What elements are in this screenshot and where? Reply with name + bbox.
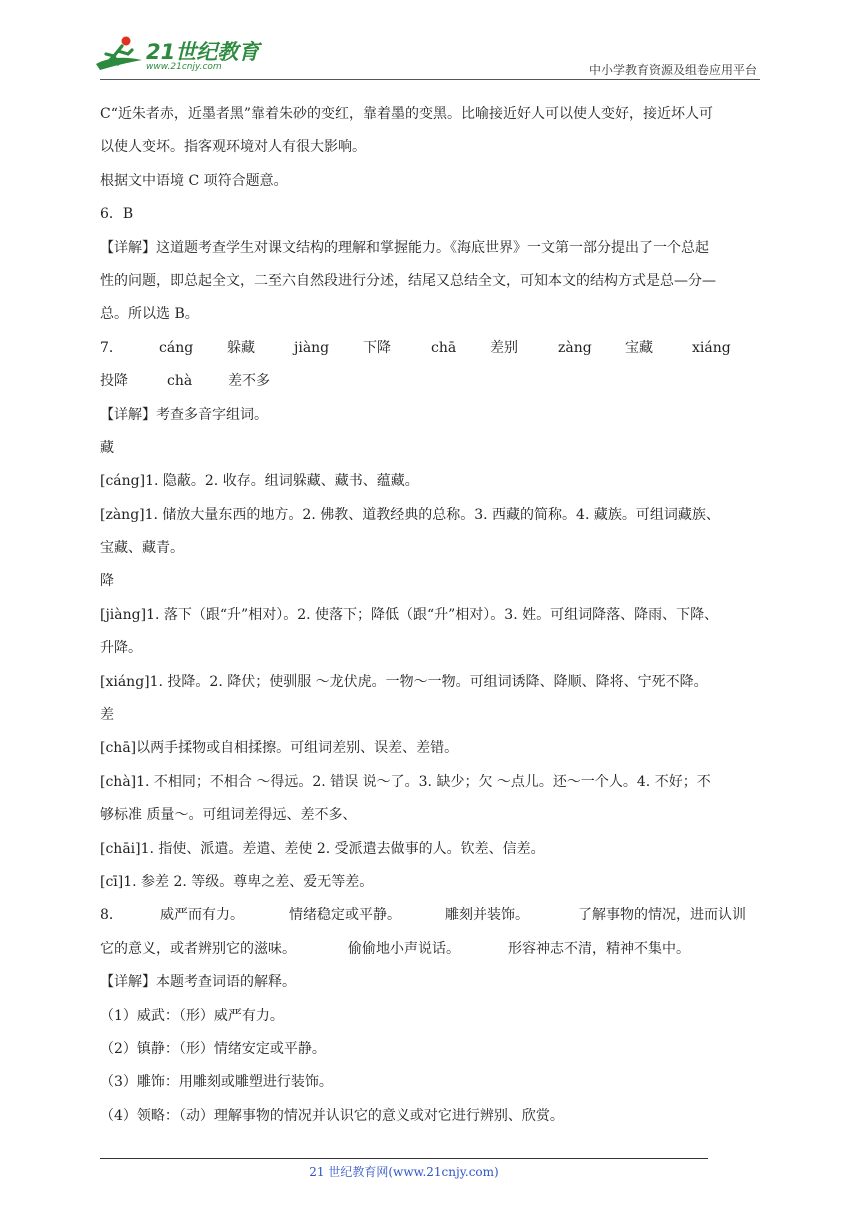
text-line: （3）雕饰：用雕刻或雕塑进行装饰。 bbox=[100, 1074, 333, 1091]
word: 差不多 bbox=[228, 373, 270, 390]
character-heading: 藏 bbox=[100, 439, 114, 456]
answer-item: 雕刻并装饰。 bbox=[445, 907, 529, 924]
text-line: 根据文中语境 C 项符合题意。 bbox=[100, 172, 288, 189]
document-body bbox=[100, 98, 760, 1133]
text-line: 总。所以选 B。 bbox=[100, 306, 199, 323]
text-line: （1）威武：（形）威严有力。 bbox=[100, 1007, 284, 1024]
question-8-answers bbox=[100, 899, 760, 932]
text-line: 升降。 bbox=[100, 640, 142, 657]
word: 投降 bbox=[100, 373, 128, 390]
pinyin: chā bbox=[431, 339, 457, 356]
text-line: 性的问题，即总起全文，二至六自然段进行分述，结尾又总结全文，可知本文的结构方式是总—分— bbox=[100, 272, 716, 289]
logo bbox=[92, 34, 262, 78]
footer-link[interactable]: 21 世纪教育网(www.21cnjy.com) bbox=[309, 1165, 499, 1179]
pinyin: jiàng bbox=[294, 339, 330, 356]
pinyin: zàng bbox=[558, 339, 592, 356]
pinyin: cáng bbox=[159, 339, 194, 356]
text-line: 够标准 质量～。可组词差得远、差不多、 bbox=[100, 807, 357, 824]
text-line: [jiàng]1. 落下（跟“升”相对）。2. 使落下；降低（跟“升”相对）。3. 姓。可组词降落、降雨、下降、 bbox=[100, 606, 719, 623]
footer-divider bbox=[100, 1158, 708, 1159]
text-line: [chā]以两手揉物或自相揉擦。可组词差别、误差、差错。 bbox=[100, 740, 459, 757]
question-number: 8． bbox=[100, 907, 123, 924]
character-heading: 降 bbox=[100, 573, 114, 590]
word: 差别 bbox=[490, 339, 518, 356]
answer-item: 偷偷地小声说话。 bbox=[348, 940, 460, 957]
question-8-answers-cont bbox=[100, 933, 760, 966]
text-line: [chà]1. 不相同；不相合 ～得远。2. 错误 说～了。3. 缺少；欠 ～点儿。还～一个人。4. 不好；不 bbox=[100, 773, 711, 790]
answer-number: 6．B bbox=[100, 206, 134, 223]
question-7-answers-cont bbox=[100, 365, 760, 398]
logo-url: www.21cnjy.com bbox=[146, 62, 222, 72]
question-number: 7． bbox=[100, 339, 123, 356]
answer-item: 它的意义，或者辨别它的滋味。 bbox=[100, 940, 296, 957]
answer-item: 情绪稳定或平静。 bbox=[289, 907, 401, 924]
text-line: 宝藏、藏青。 bbox=[100, 540, 184, 557]
word: 宝藏 bbox=[625, 339, 653, 356]
text-line: 以使人变坏。指客观环境对人有很大影响。 bbox=[100, 139, 366, 156]
platform-label: 中小学教育资源及组卷应用平台 bbox=[588, 63, 757, 77]
logo-title: 21世纪教育 bbox=[146, 40, 260, 64]
text-line: [chāi]1. 指使、派遣。差遣、差使 2. 受派遣去做事的人。钦差、信差。 bbox=[100, 840, 545, 857]
text-line: 【详解】考查多音字组词。 bbox=[100, 406, 268, 423]
text-line: [cī]1. 参差 2. 等级。尊卑之差、爱无等差。 bbox=[100, 873, 374, 890]
answer-item: 了解事物的情况，进而认训 bbox=[578, 907, 746, 924]
running-man-icon bbox=[92, 34, 148, 78]
page-header bbox=[0, 0, 860, 90]
answer-item: 形容神志不清，精神不集中。 bbox=[508, 940, 690, 957]
header-divider bbox=[100, 79, 760, 80]
text-line: [zàng]1. 储放大量东西的地方。2. 佛教、道教经典的总称。3. 西藏的简称。4. 藏族。可组词藏族、 bbox=[100, 506, 720, 523]
word: 下降 bbox=[363, 339, 391, 356]
pinyin: chà bbox=[167, 373, 193, 390]
text-line: 【详解】这道题考查学生对课文结构的理解和掌握能力。《海底世界》一文第一部分提出了一个总起 bbox=[100, 239, 709, 256]
text-line: （4）领略：（动）理解事物的情况并认识它的意义或对它进行辨别、欣赏。 bbox=[100, 1107, 564, 1124]
question-7-answers bbox=[100, 332, 760, 365]
pinyin: xiáng bbox=[692, 339, 731, 356]
word: 躲藏 bbox=[227, 339, 255, 356]
text-line: [xiáng]1. 投降。2. 降伏；使驯服 ～龙伏虎。一物～一物。可组词诱降、降顺、降将、宁死不降。 bbox=[100, 673, 708, 690]
text-line: （2）镇静：（形）情绪安定或平静。 bbox=[100, 1040, 326, 1057]
text-line: 【详解】本题考查词语的解释。 bbox=[100, 974, 296, 991]
answer-item: 威严而有力。 bbox=[160, 907, 244, 924]
text-line: C“近朱者赤，近墨者黑”靠着朱砂的变红，靠着墨的变黑。比喻接近好人可以使人变好，接近坏人可 bbox=[100, 106, 714, 122]
text-line: [cáng]1. 隐蔽。2. 收存。组词躲藏、藏书、蕴藏。 bbox=[100, 473, 419, 490]
character-heading: 差 bbox=[100, 707, 114, 724]
